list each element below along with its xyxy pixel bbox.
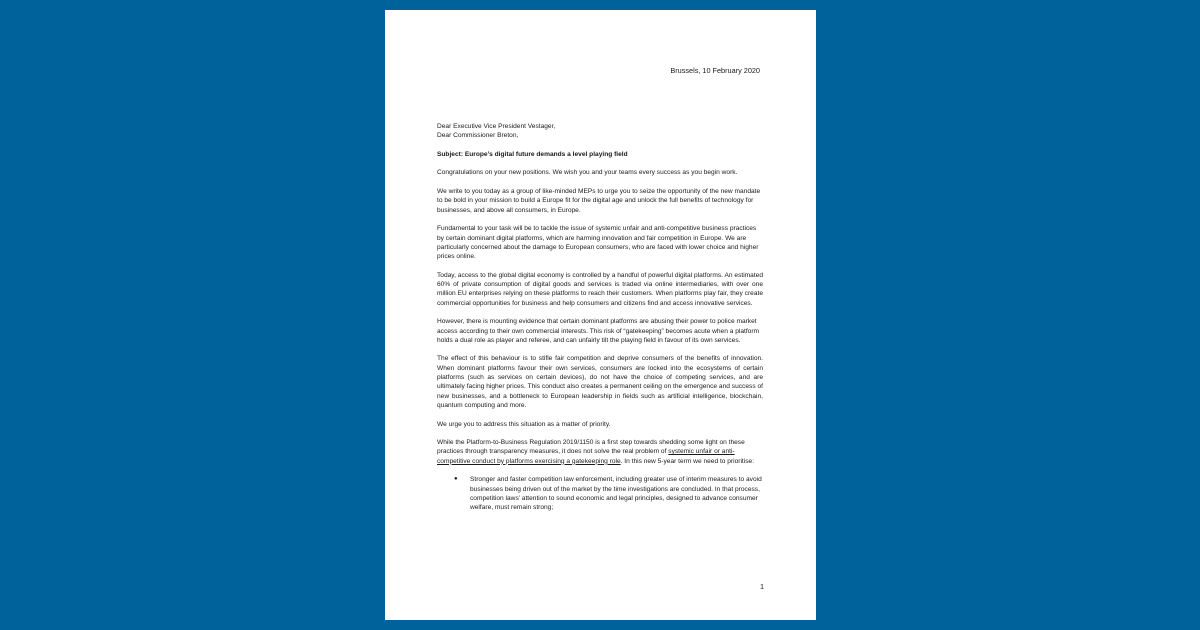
paragraph-5: However, there is mounting evidence that certain dominant platforms are abusing their power to police market access according to their own commercial interests. This risk of “gatekeeping” becomes acute when a platform holds a dual role as player and referee, and can unfairly tilt the playing field in favour of its own services. bbox=[437, 318, 760, 344]
paragraph-8-start: While the Platform-to-Business Regulation 2019/1150 is a first step towards shedding some light on these practices through transparency measures, it does not solve the real problem of bbox=[437, 439, 745, 456]
document-page bbox=[385, 10, 816, 620]
paragraph-8 bbox=[437, 438, 763, 466]
paragraph-3: Fundamental to your task will be to tackle the issue of systemic unfair and anti-competitive business practices by certain dominant digital platforms, which are harming innovation and fair competition in Europe. We are particularly concerned about the damage to European consumers, who are faced with lower choice and higher prices online. bbox=[437, 225, 759, 261]
paragraph-8-underlined: systemic unfair or anti-competitive conduct by platforms exercising a gatekeeping role bbox=[437, 448, 735, 465]
salutation-line-2: Dear Commissioner Breton, bbox=[437, 132, 519, 140]
paragraph-2: We write to you today as a group of like-minded MEPs to urge you to seize the opportunity of the new mandate to be bold in your mission to build a Europe fit for the digital age and unlock the full benefits of technology for businesses, and above all consumers, in Europe. bbox=[437, 188, 761, 214]
paragraph-6: The effect of this behaviour is to stifle fair competition and deprive consumers of the benefits of innovation. When dominant platforms favour their own services, consumers are locked into the ecosystems of certain platforms (such as services on certain devices), do not have the choice of competing services, and are ultimately facing higher prices. This conduct also creates a permanent ceiling on the emergence and success of new businesses, and a bottleneck to European leadership in fields such as artificial intelligence, blockchain, quantum computing and more. bbox=[437, 355, 763, 409]
letter-body bbox=[437, 122, 763, 512]
salutation bbox=[437, 122, 763, 141]
list-item: ● Stronger and faster competition law enforcement, including greater use of interim measures to avoid businesses being driven out of the market by the time investigations are concluded. In that process, competition laws’ attention to sound economic and legal principles, designed to advance consumer welfare, must remain strong; bbox=[454, 475, 763, 512]
page-number: 1 bbox=[759, 582, 764, 591]
letter-subject: Subject: Europe’s digital future demands a level playing field bbox=[437, 150, 628, 158]
priority-list bbox=[437, 475, 763, 512]
paragraph-4: Today, access to the global digital economy is controlled by a handful of powerful digital platforms. An estimated 60% of private consumption of digital goods and services is traded via online intermediaries, with over one million EU enterprises relying on these platforms to reach their customers. When platforms play fair, they create commercial opportunities for business and help consumers and citizens find and access innovative services. bbox=[437, 271, 763, 307]
letter-date: Brussels, 10 February 2020 bbox=[670, 66, 760, 75]
paragraph-8-end: . In this new 5-year term we need to prioritise: bbox=[620, 457, 755, 465]
salutation-line-1: Dear Executive Vice President Vestager, bbox=[437, 123, 556, 130]
paragraph-1: Congratulations on your new positions. We wish you and your teams every success as you begin work. bbox=[437, 169, 738, 177]
paragraph-7: We urge you to address this situation as a matter of priority. bbox=[437, 420, 611, 428]
